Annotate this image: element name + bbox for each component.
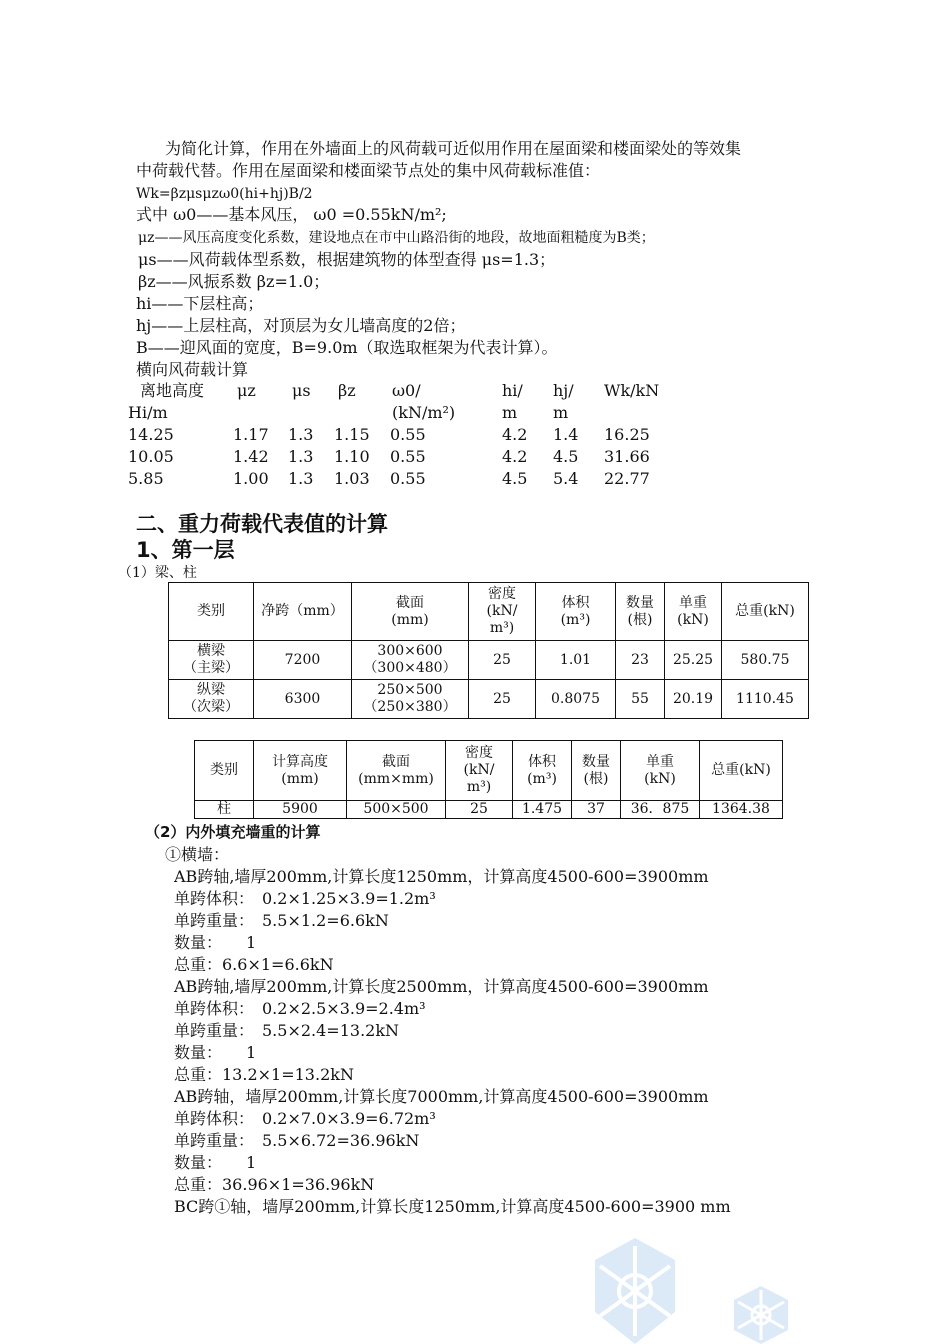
column-cell-unit: 36．875 <box>621 801 700 819</box>
column-table <box>194 740 783 819</box>
table-row <box>169 641 809 680</box>
wall-line: 单跨体积： 0.2×2.5×3.9=2.4m³ <box>174 999 426 1018</box>
beam-cell-section: 250×500 （250×380） <box>352 680 469 719</box>
wall-line: AB跨轴,墙厚200mm,计算长度2500mm，计算高度4500-600=3900mm <box>174 977 709 996</box>
wind-header-betaz: βz <box>338 381 356 400</box>
wind-cell: 1.3 <box>288 425 314 444</box>
beam-header-total: 总重(kN) <box>722 583 809 641</box>
beam-header-category: 类别 <box>169 583 254 641</box>
wind-cell: 5.85 <box>128 469 164 488</box>
beam-header-density: 密度 (kN/ m³) <box>469 583 536 641</box>
wall-line: 总重：36.96×1=36.96kN <box>174 1175 375 1194</box>
wall-line: 总重：13.2×1=13.2kN <box>174 1065 354 1084</box>
section-heading: 二、重力荷载代表值的计算 <box>136 512 388 536</box>
wind-cell: 1.3 <box>288 469 314 488</box>
wind-header-hi: hi/ <box>502 381 523 400</box>
definition-w0: 式中 ω0——基本风压， ω0 =0.55kN/m²; <box>136 205 447 224</box>
beam-cell-density: 25 <box>469 641 536 680</box>
wind-header-w0: ω0/ <box>392 381 421 400</box>
wind-header-w0-unit: (kN/m²) <box>392 403 456 422</box>
wind-table-title: 横向风荷载计算 <box>136 360 249 379</box>
wall-line: AB跨轴，墙厚200mm,计算长度7000mm,计算高度4500-600=3900mm <box>174 1087 709 1106</box>
column-header-total: 总重(kN) <box>700 741 783 801</box>
beam-cell-unit: 20.19 <box>665 680 722 719</box>
column-cell-height: 5900 <box>254 801 347 819</box>
column-header-density: 密度 (kN/ m³) <box>446 741 513 801</box>
wall-line: 数量： 1 <box>174 1043 257 1062</box>
column-header-category: 类别 <box>195 741 254 801</box>
wind-cell: 4.2 <box>502 447 528 466</box>
wind-cell: 1.10 <box>334 447 370 466</box>
column-cell-volume: 1.475 <box>513 801 572 819</box>
beam-cell-section: 300×600 （300×480） <box>352 641 469 680</box>
wind-header-hj-m: m <box>553 403 569 422</box>
wind-header-muz: μz <box>237 381 256 400</box>
wind-header-mus: μs <box>292 381 311 400</box>
wind-cell: 4.5 <box>502 469 528 488</box>
wall-line: AB跨轴,墙厚200mm,计算长度1250mm，计算高度4500-600=3900mm <box>174 867 709 886</box>
beam-header-count: 数量 (根) <box>616 583 665 641</box>
wind-cell: 22.77 <box>604 469 650 488</box>
wind-cell: 0.55 <box>390 469 426 488</box>
wind-cell: 1.03 <box>334 469 370 488</box>
wind-cell: 0.55 <box>390 425 426 444</box>
wind-header-hj: hj/ <box>553 381 574 400</box>
beam-cell-total: 1110.45 <box>722 680 809 719</box>
wind-cell: 1.3 <box>288 447 314 466</box>
column-header-volume: 体积 (m³) <box>513 741 572 801</box>
beam-cell-category: 横梁 （主梁） <box>169 641 254 680</box>
beam-cell-span: 6300 <box>254 680 352 719</box>
wind-cell: 4.5 <box>553 447 579 466</box>
beam-cell-total: 580.75 <box>722 641 809 680</box>
beam-header-unit-weight: 单重 (kN) <box>665 583 722 641</box>
wind-cell: 1.4 <box>553 425 579 444</box>
definition-muz: μz——风压高度变化系数，建设地点在市中山路沿街的地段，故地面粗糙度为B类； <box>138 230 655 246</box>
wind-cell: 1.42 <box>233 447 269 466</box>
wall-line: 数量： 1 <box>174 1153 257 1172</box>
wind-header-wk: Wk/kN <box>604 381 660 400</box>
wind-cell: 0.55 <box>390 447 426 466</box>
beam-cell-span: 7200 <box>254 641 352 680</box>
beam-cell-count: 23 <box>616 641 665 680</box>
wall-line: 单跨体积： 0.2×7.0×3.9=6.72m³ <box>174 1109 436 1128</box>
wind-cell: 1.15 <box>334 425 370 444</box>
wall-line: 单跨重量： 5.5×1.2=6.6kN <box>174 911 389 930</box>
column-header-count: 数量 (根) <box>572 741 621 801</box>
column-header-unit-weight: 单重 (kN) <box>621 741 700 801</box>
definition-betaz: βz——风振系数 βz=1.0； <box>138 272 330 291</box>
beam-table <box>168 582 809 719</box>
beam-column-label: （1）梁、柱 <box>118 565 197 581</box>
beam-cell-density: 25 <box>469 680 536 719</box>
column-header-section: 截面 (mm×mm) <box>347 741 446 801</box>
wind-cell: 16.25 <box>604 425 650 444</box>
wall-line: 单跨体积： 0.2×1.25×3.9=1.2m³ <box>174 889 436 908</box>
beam-header-section: 截面 (mm) <box>352 583 469 641</box>
wall-line: BC跨①轴，墙厚200mm,计算长度1250mm,计算高度4500-600=3900 mm <box>174 1197 731 1216</box>
wind-cell: 10.05 <box>128 447 174 466</box>
definition-hi: hi——下层柱高； <box>136 294 264 313</box>
column-cell-density: 25 <box>446 801 513 819</box>
beam-cell-volume: 0.8075 <box>536 680 616 719</box>
table-row <box>169 680 809 719</box>
beam-cell-unit: 25.25 <box>665 641 722 680</box>
wall-line: 单跨重量： 5.5×2.4=13.2kN <box>174 1021 400 1040</box>
wind-header-hi-unit: Hi/m <box>128 403 168 422</box>
beam-header-span: 净跨（mm） <box>254 583 352 641</box>
definition-b: B——迎风面的宽度，B=9.0m（取选取框架为代表计算）。 <box>136 338 558 357</box>
snowflake-watermark-icon <box>728 1286 794 1344</box>
column-cell-category: 柱 <box>195 801 254 819</box>
wind-cell: 31.66 <box>604 447 650 466</box>
column-cell-count: 37 <box>572 801 621 819</box>
column-cell-total: 1364.38 <box>700 801 783 819</box>
intro-paragraph-line2: 中荷载代替。作用在屋面梁和楼面梁节点处的集中风荷载标准值： <box>136 161 601 180</box>
wind-cell: 4.2 <box>502 425 528 444</box>
wind-cell: 5.4 <box>553 469 579 488</box>
wind-header-hi-m: m <box>502 403 518 422</box>
wind-cell: 1.00 <box>233 469 269 488</box>
wall-subheading: ①横墙： <box>165 845 230 864</box>
beam-cell-volume: 1.01 <box>536 641 616 680</box>
definition-hj: hj——上层柱高，对顶层为女儿墙高度的2倍； <box>136 316 466 335</box>
wall-line: 单跨重量： 5.5×6.72=36.96kN <box>174 1131 420 1150</box>
wind-header-height: 离地高度 <box>140 381 205 400</box>
intro-paragraph-line1: 为简化计算，作用在外墙面上的风荷载可近似用作用在屋面梁和楼面梁处的等效集 <box>165 139 742 158</box>
beam-header-volume: 体积 (m³) <box>536 583 616 641</box>
wall-line: 数量： 1 <box>174 933 257 952</box>
table-row <box>195 801 783 819</box>
wind-cell: 1.17 <box>233 425 269 444</box>
column-header-height: 计算高度 (mm) <box>254 741 347 801</box>
beam-cell-count: 55 <box>616 680 665 719</box>
beam-cell-category: 纵梁 （次梁） <box>169 680 254 719</box>
column-cell-section: 500×500 <box>347 801 446 819</box>
definition-mus: μs——风荷载体型系数，根据建筑物的体型查得 μs=1.3； <box>138 250 556 269</box>
wind-cell: 14.25 <box>128 425 174 444</box>
subsection-heading: 1、第一层 <box>136 538 235 562</box>
snowflake-watermark-icon <box>580 1238 690 1344</box>
wind-formula: Wk=βzμsμzω0(hi+hj)B/2 <box>136 186 313 202</box>
wall-section-title: （2）内外填充墙重的计算 <box>145 823 321 841</box>
wall-line: 总重：6.6×1=6.6kN <box>174 955 334 974</box>
